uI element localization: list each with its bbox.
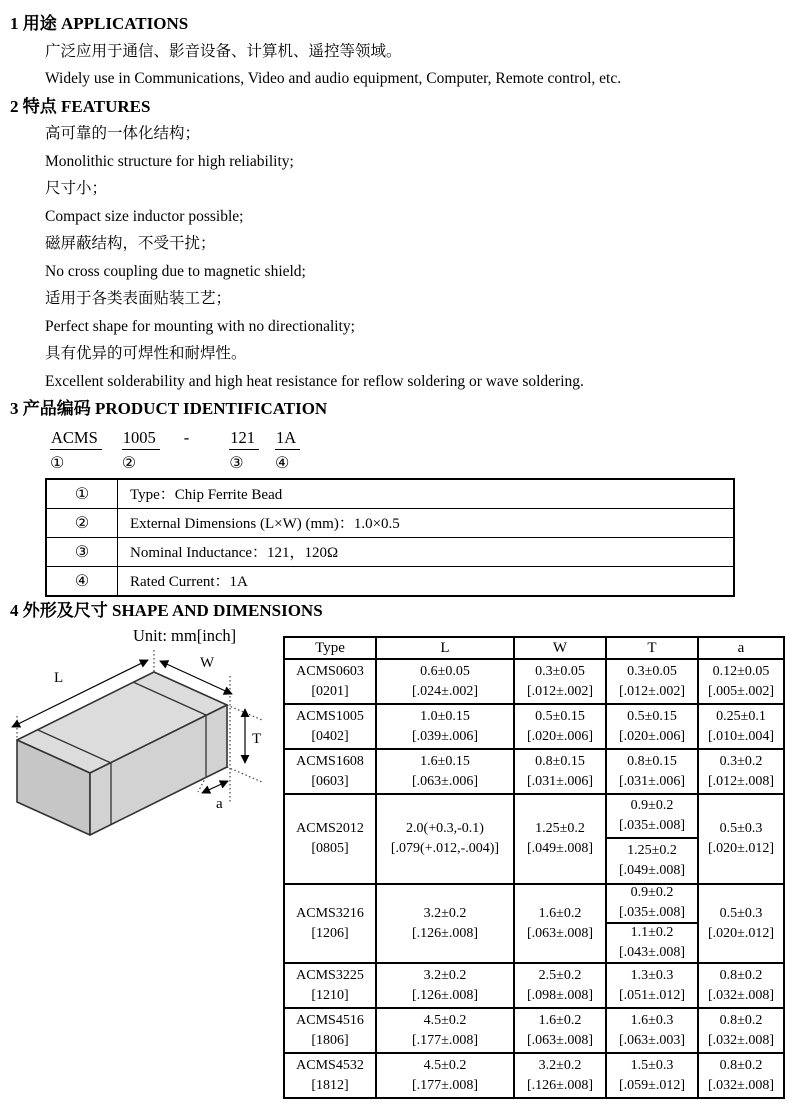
length-cell xyxy=(376,963,514,1008)
product-code-mark: ① xyxy=(50,454,65,472)
electrode-cell xyxy=(698,659,784,704)
dimensions-table-header xyxy=(284,637,784,659)
cell-line: 1.1±0.2 xyxy=(630,924,674,940)
cell-line: 0.5±0.3 xyxy=(719,905,763,921)
cell-line: 0.9±0.2 xyxy=(630,798,674,813)
width-cell xyxy=(514,704,606,749)
cell-line: 0.8±0.2 xyxy=(719,1012,763,1028)
dim-row xyxy=(284,704,784,749)
cell-line: 0.5±0.15 xyxy=(535,708,585,724)
cell-line: [.126±.008] xyxy=(411,987,478,1003)
pid-mark: ① xyxy=(46,479,118,509)
width-cell xyxy=(514,794,606,884)
cell-line: [.020±.006] xyxy=(618,728,685,744)
feature-line: No cross coupling due to magnetic shield; xyxy=(45,262,306,280)
width-cell xyxy=(514,884,606,963)
feature-line: 具有优异的可焊性和耐焊性。 xyxy=(45,345,247,362)
feature-line: 适用于各类表面贴装工艺； xyxy=(45,290,232,307)
thickness-cell xyxy=(606,963,698,1008)
pid-mark: ③ xyxy=(46,537,118,566)
electrode-cell xyxy=(698,749,784,794)
cell-line: [.010±.004] xyxy=(707,728,774,744)
dim-header-cell: Type xyxy=(284,637,376,659)
product-code-part xyxy=(50,427,102,475)
dimensions-table xyxy=(283,636,785,1099)
cell-line: 2.0(+0.3,-0.1) xyxy=(406,821,484,836)
applications-line-cn: 广泛应用于通信、影音设备、计算机、遥控等领域。 xyxy=(45,42,402,60)
unit-label: Unit: mm[inch] xyxy=(133,626,237,645)
type-cell xyxy=(284,659,376,704)
dim-row xyxy=(284,963,784,1008)
electrode-cell xyxy=(698,884,784,963)
product-code-text: - xyxy=(183,427,190,447)
label-a: a xyxy=(216,796,223,812)
product-identification-table xyxy=(45,478,735,597)
cell-line: 1.25±0.2 xyxy=(535,821,585,836)
applications-line-en: Widely use in Communications, Video and audio equipment, Computer, Remote control, etc. xyxy=(45,70,622,87)
cell-line: [.005±.002] xyxy=(707,683,774,699)
product-code-text: ACMS xyxy=(50,427,102,450)
cell-line: [1206] xyxy=(311,925,349,941)
cell-line: 0.3±0.05 xyxy=(535,663,585,679)
cell-line: 2.5±0.2 xyxy=(538,967,582,983)
cell-line: 4.5±0.2 xyxy=(423,1057,467,1073)
features-list xyxy=(0,120,800,395)
product-code-text: 121 xyxy=(229,427,259,450)
cell-line: [.051±.012] xyxy=(618,987,685,1003)
cell-line: 4.5±0.2 xyxy=(423,1012,467,1028)
cell-line: [.059±.012] xyxy=(618,1077,685,1093)
cell-line: [.012±.002] xyxy=(526,683,593,699)
cell-line: [1812] xyxy=(311,1077,349,1093)
cell-line: 0.3±0.2 xyxy=(719,753,763,769)
width-cell xyxy=(514,1053,606,1098)
thickness-cell xyxy=(606,659,698,704)
cell-line: [.177±.008] xyxy=(411,1077,478,1093)
length-cell xyxy=(376,1053,514,1098)
shape-dimensions-block xyxy=(0,626,800,1096)
cell-line: 1.3±0.3 xyxy=(630,967,674,983)
label-W: W xyxy=(200,655,215,671)
chip-body xyxy=(17,672,227,835)
cell-line: [0201] xyxy=(311,683,349,699)
pid-row xyxy=(46,508,734,537)
thickness-cell xyxy=(606,794,698,884)
cell-line: [.049±.008] xyxy=(618,863,685,878)
pid-mark: ② xyxy=(46,508,118,537)
cell-line: [.063±.008] xyxy=(526,925,593,941)
cell-line: [.012±.002] xyxy=(618,683,685,699)
width-cell xyxy=(514,749,606,794)
dim-row xyxy=(284,659,784,704)
cell-line: [.020±.006] xyxy=(526,728,593,744)
dim-header-cell: L xyxy=(376,637,514,659)
dim-row xyxy=(284,1053,784,1098)
cell-line: [.126±.008] xyxy=(411,925,478,941)
type-cell xyxy=(284,749,376,794)
cell-line: [.035±.008] xyxy=(618,905,685,921)
cell-line: 3.2±0.2 xyxy=(538,1057,582,1073)
dim-row xyxy=(284,884,784,963)
dim-row xyxy=(284,1008,784,1053)
thickness-cell xyxy=(606,704,698,749)
cell-line: [.035±.008] xyxy=(618,818,685,833)
label-T: T xyxy=(252,731,262,747)
type-cell xyxy=(284,794,376,884)
product-code-mark: ④ xyxy=(275,454,290,472)
dim-header-cell: T xyxy=(606,637,698,659)
cell-line: 1.6±0.2 xyxy=(538,1012,582,1028)
thickness-subcell xyxy=(607,795,697,839)
cell-line: [0402] xyxy=(311,728,349,744)
cell-line: [0603] xyxy=(311,773,349,789)
cell-line: 0.8±0.2 xyxy=(719,1057,763,1073)
feature-line: 尺寸小； xyxy=(45,180,108,197)
cell-line: ACMS4532 xyxy=(296,1057,364,1073)
cell-line: [.020±.012] xyxy=(707,841,774,856)
cell-line: [.043±.008] xyxy=(618,944,685,960)
product-code-text: 1A xyxy=(275,427,300,450)
cell-line: [.063±.006] xyxy=(411,773,478,789)
cell-line: ACMS4516 xyxy=(296,1012,364,1028)
product-code-part xyxy=(122,427,160,475)
product-code-line xyxy=(50,427,800,475)
section3-heading: 3 产品编码 PRODUCT IDENTIFICATION xyxy=(10,399,328,418)
cell-line: [.032±.008] xyxy=(707,1077,774,1093)
section1-heading: 1 用途 APPLICATIONS xyxy=(10,14,189,33)
cell-line: [.024±.002] xyxy=(411,683,478,699)
length-cell xyxy=(376,1008,514,1053)
length-cell xyxy=(376,659,514,704)
cell-line: [.177±.008] xyxy=(411,1032,478,1048)
cell-line: 0.25±0.1 xyxy=(716,708,766,724)
pid-description: Nominal Inductance：121，120Ω xyxy=(118,537,735,566)
cell-line: 1.25±0.2 xyxy=(627,843,677,858)
type-cell xyxy=(284,1008,376,1053)
pid-description: External Dimensions (L×W) (mm)：1.0×0.5 xyxy=(118,508,735,537)
product-code-part xyxy=(182,427,192,451)
dim-header-cell: W xyxy=(514,637,606,659)
cell-line: [.031±.006] xyxy=(618,773,685,789)
product-code-part xyxy=(229,427,259,475)
electrode-cell xyxy=(698,1008,784,1053)
cell-line: 3.2±0.2 xyxy=(423,905,467,921)
feature-line: Perfect shape for mounting with no directionality; xyxy=(45,317,355,335)
section4-heading: 4 外形及尺寸 SHAPE AND DIMENSIONS xyxy=(10,600,323,620)
cell-line: ACMS3225 xyxy=(296,967,364,983)
cell-line: [.098±.008] xyxy=(526,987,593,1003)
feature-line: 磁屏蔽结构，不受干扰； xyxy=(45,235,216,252)
product-code-mark: ② xyxy=(121,454,137,472)
width-cell xyxy=(514,659,606,704)
dim-row xyxy=(284,794,784,884)
length-cell xyxy=(376,749,514,794)
cell-line: 3.2±0.2 xyxy=(423,967,467,983)
thickness-subcell xyxy=(607,885,697,924)
product-code-text: 1005 xyxy=(122,427,160,450)
section2-heading: 2 特点 FEATURES xyxy=(10,96,151,116)
cell-line: 1.6±0.15 xyxy=(420,753,470,769)
thickness-cell xyxy=(606,749,698,794)
length-cell xyxy=(376,794,514,884)
cell-line: [.049±.008] xyxy=(526,841,593,856)
cell-line: [.126±.008] xyxy=(526,1077,593,1093)
cell-line: 0.8±0.2 xyxy=(719,967,763,983)
cell-line: ACMS3216 xyxy=(296,905,364,921)
cell-line: ACMS1608 xyxy=(296,753,364,769)
cell-line: 1.6±0.3 xyxy=(630,1012,674,1028)
feature-line: Compact size inductor possible; xyxy=(45,207,244,225)
cell-line: [1210] xyxy=(311,987,349,1003)
cell-line: [.039±.006] xyxy=(411,728,478,744)
type-cell xyxy=(284,884,376,963)
type-cell xyxy=(284,704,376,749)
cell-line: 0.8±0.15 xyxy=(535,753,585,769)
thickness-cell xyxy=(606,884,698,963)
electrode-cell xyxy=(698,794,784,884)
cell-line: 0.8±0.15 xyxy=(627,753,677,769)
cell-line: [.063±.003] xyxy=(618,1032,685,1048)
product-code-mark: ③ xyxy=(229,454,244,472)
pid-description: Type：Chip Ferrite Bead xyxy=(118,479,735,509)
cell-line: [.012±.008] xyxy=(707,773,774,789)
electrode-cell xyxy=(698,963,784,1008)
pid-row xyxy=(46,566,734,596)
thickness-subcell xyxy=(607,839,697,883)
cell-line: 1.6±0.2 xyxy=(538,905,582,921)
cell-line: [0805] xyxy=(311,841,349,856)
cell-line: [.079(+.012,-.004)] xyxy=(390,841,500,856)
cell-line: [.063±.008] xyxy=(526,1032,593,1048)
thickness-cell xyxy=(606,1008,698,1053)
feature-line: Excellent solderability and high heat resistance for reflow soldering or wave soldering. xyxy=(45,372,584,390)
cell-line: ACMS0603 xyxy=(296,663,364,679)
cell-line: 1.5±0.3 xyxy=(630,1057,674,1073)
dim-row xyxy=(284,749,784,794)
cell-line: [.020±.012] xyxy=(707,925,774,941)
cell-line: 0.12±0.05 xyxy=(712,663,770,679)
label-L: L xyxy=(54,670,64,686)
cell-line: 0.9±0.2 xyxy=(630,885,674,901)
cell-line: 0.6±0.05 xyxy=(420,663,470,679)
cell-line: [.032±.008] xyxy=(707,987,774,1003)
type-cell xyxy=(284,963,376,1008)
thickness-subcell xyxy=(607,924,697,963)
length-cell xyxy=(376,884,514,963)
length-cell xyxy=(376,704,514,749)
cell-line: [1806] xyxy=(311,1032,349,1048)
pid-row xyxy=(46,479,734,509)
pid-row xyxy=(46,537,734,566)
product-code-part xyxy=(275,427,300,475)
cell-line: 1.0±0.15 xyxy=(420,708,470,724)
width-cell xyxy=(514,963,606,1008)
electrode-cell xyxy=(698,704,784,749)
chip-dimension-diagram xyxy=(2,650,277,890)
feature-line: 高可靠的一体化结构； xyxy=(45,125,201,142)
cell-line: 0.5±0.15 xyxy=(627,708,677,724)
cell-line: 0.5±0.3 xyxy=(719,821,763,836)
dim-header-cell: a xyxy=(698,637,784,659)
electrode-cell xyxy=(698,1053,784,1098)
cell-line: [.032±.008] xyxy=(707,1032,774,1048)
cell-line: [.031±.006] xyxy=(526,773,593,789)
width-cell xyxy=(514,1008,606,1053)
pid-description: Rated Current：1A xyxy=(118,566,735,596)
pid-mark: ④ xyxy=(46,566,118,596)
cell-line: ACMS2012 xyxy=(296,821,364,836)
type-cell xyxy=(284,1053,376,1098)
cell-line: ACMS1005 xyxy=(296,708,364,724)
feature-line: Monolithic structure for high reliability; xyxy=(45,152,294,170)
thickness-cell xyxy=(606,1053,698,1098)
cell-line: 0.3±0.05 xyxy=(627,663,677,679)
